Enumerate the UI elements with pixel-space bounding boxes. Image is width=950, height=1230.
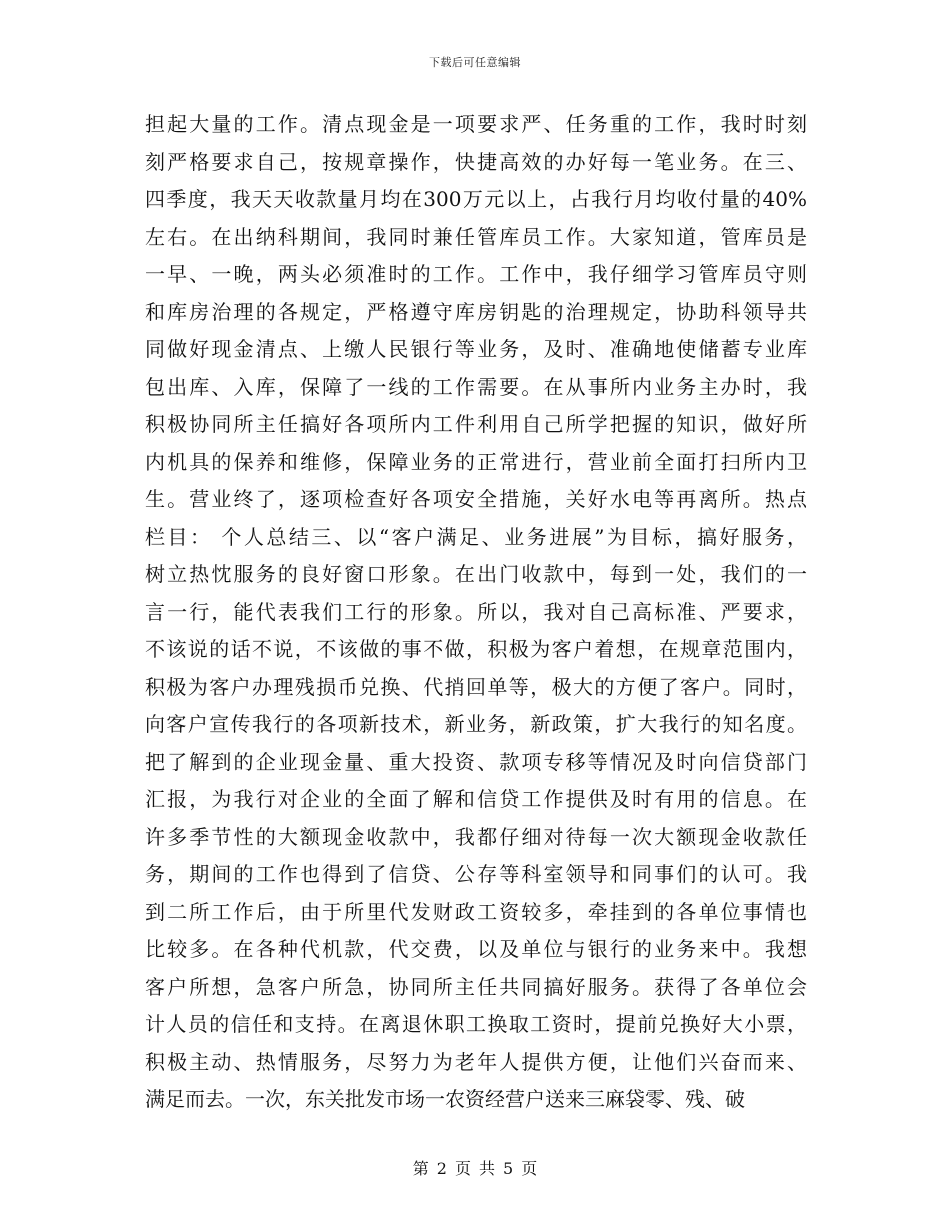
text-line: 树立热忱服务的良好窗口形象。在出门收款中，每到一处，我们的一 (145, 562, 807, 586)
text-line: 言一行，能代表我们工行的形象。所以，我对自己高标准、严要求， (145, 599, 807, 624)
text-line: 内机具的保养和维修，保障业务的正常进行，营业前全面打扫所内卫 (145, 449, 807, 474)
text-line: 积极协同所主任搞好各项所内工件利用自己所学把握的知识，做好所 (145, 412, 807, 436)
text-line: 刻严格要求自己，按规章操作，快捷高效的办好每一笔业务。在三、 (145, 149, 807, 174)
text-line: 和库房治理的各规定，严格遵守库房钥匙的治理规定，协助科领导共 (145, 299, 807, 324)
text-line: 把了解到的企业现金量、重大投资、款项专移等情况及时向信贷部门 (145, 749, 807, 774)
current-page-number: 2 (436, 1159, 447, 1178)
text-line: 务，期间的工作也得到了信贷、公存等科室领导和同事们的认可。我 (145, 862, 807, 886)
text-line: 同做好现金清点、上缴人民银行等业务，及时、准确地使储蓄专业库 (145, 337, 807, 361)
document-body (145, 106, 807, 1119)
page-footer (0, 1156, 950, 1179)
text-line: 四季度，我天天收款量月均在300万元以上，占我行月均收付量的40% (145, 187, 807, 211)
total-pages-number: 5 (503, 1159, 514, 1178)
text-line: 生。营业终了，逐项检查好各项安全措施，关好水电等再离所。热点 (145, 487, 807, 511)
page-label-mid: 页 (454, 1159, 471, 1178)
page-label-prefix: 第 (412, 1159, 429, 1178)
page-label-total-prefix: 共 (479, 1159, 496, 1178)
text-line: 到二所工作后，由于所里代发财政工资较多，牵挂到的各单位事情也 (145, 899, 807, 924)
text-line: 左右。在出纳科期间，我同时兼任管库员工作。大家知道，管库员是 (145, 224, 807, 249)
text-line: 不该说的话不说，不该做的事不做，积极为客户着想，在规章范围内， (145, 637, 807, 661)
text-line: 积极为客户办理残损币兑换、代捎回单等，极大的方便了客户。同时， (145, 674, 807, 699)
text-line: 包出库、入库，保障了一线的工作需要。在从事所内业务主办时，我 (145, 374, 807, 399)
text-line: 许多季节性的大额现金收款中，我都仔细对待每一次大额现金收款任 (145, 824, 807, 849)
text-line: 栏目： 个人总结三、以“客户满足、业务进展”为目标，搞好服务， (145, 524, 807, 549)
text-line: 一早、一晚，两头必须准时的工作。工作中，我仔细学习管库员守则 (145, 262, 807, 286)
text-line: 向客户宣传我行的各项新技术，新业务，新政策，扩大我行的知名度。 (145, 712, 807, 736)
text-line: 客户所想，急客户所急，协同所主任共同搞好服务。获得了各单位会 (145, 974, 807, 999)
text-line: 汇报，为我行对企业的全面了解和信贷工作提供及时有用的信息。在 (145, 787, 807, 811)
text-line: 比较多。在各种代机款，代交费，以及单位与银行的业务来中。我想 (145, 937, 807, 961)
text-line: 计人员的信任和支持。在离退休职工换取工资时，提前兑换好大小票， (145, 1012, 807, 1036)
page-header-note: 下载后可任意编辑 (429, 56, 521, 69)
text-line: 担起大量的工作。清点现金是一项要求严、任务重的工作，我时时刻 (145, 112, 807, 136)
text-line: 积极主动、热情服务，尽努力为老年人提供方便，让他们兴奋而来、 (145, 1049, 807, 1074)
page-label-suffix: 页 (521, 1159, 538, 1178)
text-line: 满足而去。一次，东关批发市场一农资经营户送来三麻袋零、残、破 (145, 1087, 745, 1111)
